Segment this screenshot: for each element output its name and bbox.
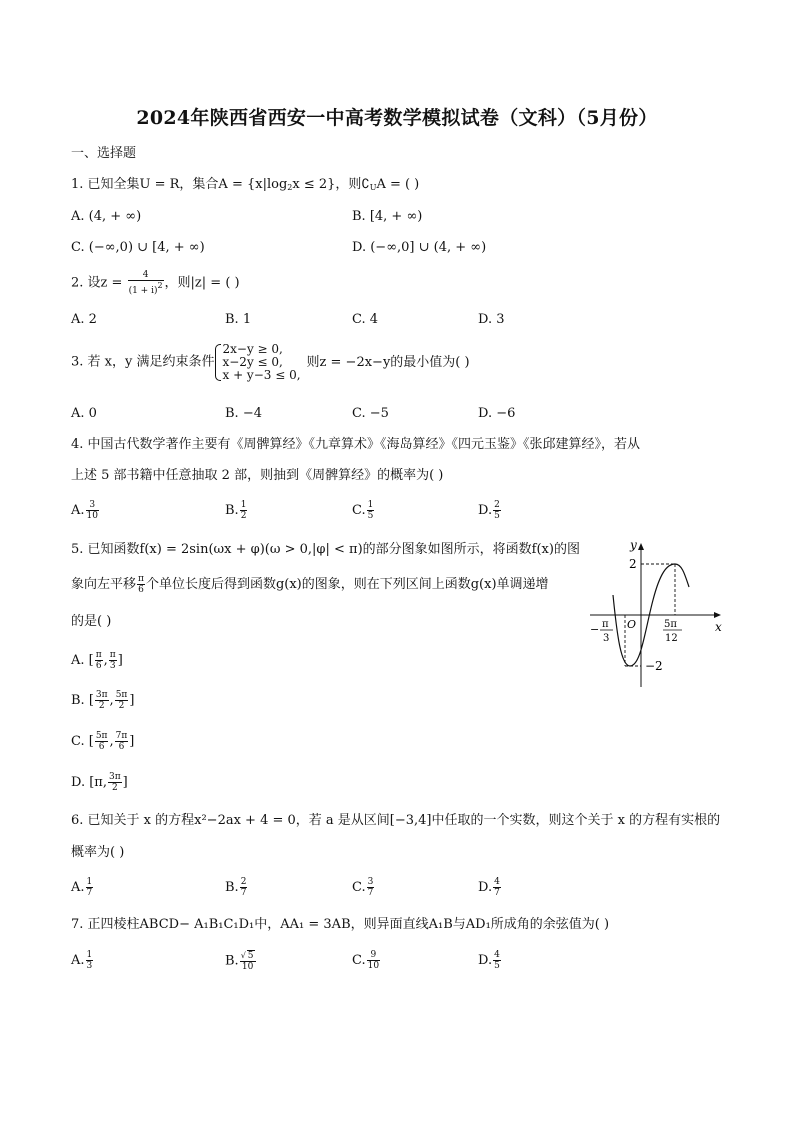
x-right-num: 5π [664, 619, 677, 630]
q4-option-d[interactable]: D. $\frac{2}{5}$ [478, 500, 500, 521]
q7-option-d[interactable]: D. $\frac{4}{5}$ [478, 950, 500, 971]
q4-stem-line2: 上述 5 部书籍中任意抽取 2 部，则抽到《周髀算经》的概率为( ) [71, 468, 444, 483]
y-axis-label: y [630, 538, 637, 552]
q4-option-c[interactable]: C. $\frac{1}{5}$ [352, 500, 374, 521]
x-right-den: 12 [665, 633, 678, 644]
x-axis-arrow-icon [714, 612, 721, 618]
y-max-label: 2 [629, 557, 637, 571]
q7-stem: 7. 正四棱柱ABCD− A₁B₁C₁D₁中，AA₁ = 3AB，则异面直线A₁B与AD₁所成角的余弦值为( ) [71, 917, 610, 932]
q3-option-c[interactable]: C. −5 [352, 406, 389, 421]
q1-option-a[interactable]: A. (4, + ∞) [71, 209, 142, 224]
q4-option-a[interactable]: A. $\frac{3}{10}$ [71, 500, 98, 521]
q6-stem-line1: 6. 已知关于 x 的方程x²−2ax + 4 = 0，若 a 是从区间[−3,4]中任取的一个实数，则这个关于 x 的方程有实根的 [71, 813, 721, 828]
q1-option-d[interactable]: D. (−∞,0] ∪ (4, + ∞) [352, 240, 487, 255]
q6-option-a[interactable]: A. $\frac{1}{7}$ [71, 877, 93, 898]
q3-stem: 3. 若 x，y 满足约束条件 2x−y ≥ 0, x−2y ≤ 0, x + y−3 ≤ 0, 则z = −2x−y的最小值为( ) [71, 342, 470, 382]
x-axis-label: x [715, 620, 722, 634]
q2-option-c[interactable]: C. 4 [352, 312, 379, 327]
q2-option-d[interactable]: D. 3 [478, 312, 505, 327]
q3-option-b[interactable]: B. −4 [225, 406, 262, 421]
x-left-sign: − [590, 623, 600, 636]
section-heading: 一、选择题 [71, 146, 137, 161]
q5-stem-line1: 5. 已知函数f(x) = 2sin(ωx + φ)(ω > 0,|φ| < π)的部分图象如图所示，将函数f(x)的图 [71, 542, 580, 557]
q6-option-b[interactable]: B. $\frac{2}{7}$ [225, 877, 247, 898]
q1-stem: 1. 已知全集U = R，集合$A = \{x|\log_2x \le 2\}$，则$∁_UA$ = ( ) [71, 177, 420, 192]
page-title: 2024年陕西省西安一中高考数学模拟试卷（文科）（5月份） [136, 107, 658, 129]
q3-option-d[interactable]: D. −6 [478, 406, 516, 421]
q7-option-a[interactable]: A. $\frac{1}{3}$ [71, 950, 93, 971]
q3-option-a[interactable]: A. 0 [71, 406, 97, 421]
y-axis-arrow-icon [638, 543, 644, 550]
q1-option-c[interactable]: C. (−∞,0) ∪ [4, + ∞) [71, 240, 205, 255]
q5-stem-line3: 的是( ) [71, 614, 112, 629]
origin-label: O [627, 618, 637, 631]
sine-graph-figure [585, 535, 730, 695]
q5-option-c[interactable]: C. [ $\frac{5\pi}{6}$ , $\frac{7\pi}{6}$ ] [71, 731, 135, 752]
q6-option-d[interactable]: D. $\frac{4}{7}$ [478, 877, 500, 898]
q7-option-c[interactable]: C. $\frac{9}{10}$ [352, 950, 380, 971]
y-min-label: −2 [645, 659, 663, 673]
q2-option-a[interactable]: A. 2 [71, 312, 97, 327]
constraint-system: 2x−y ≥ 0, x−2y ≤ 0, x + y−3 ≤ 0, [214, 343, 300, 382]
q4-option-b[interactable]: B. $\frac{1}{2}$ [225, 500, 247, 521]
q4-stem-line1: 4. 中国古代数学著作主要有《周髀算经》《九章算术》《海岛算经》《四元玉鉴》《张邱建算经》，若从 [71, 437, 641, 452]
x-left-num: π [602, 619, 609, 630]
q6-stem-line2: 概率为( ) [71, 845, 125, 860]
q2-option-b[interactable]: B. 1 [225, 312, 252, 327]
q1-option-b[interactable]: B. [4, + ∞) [352, 209, 423, 224]
q5-option-d[interactable]: D. [π, $\frac{3\pi}{2}$ ] [71, 772, 128, 793]
q5-stem-line2: 象向左平移 $\frac{\pi}{6}$ 个单位长度后得到函数g(x)的图象，则在下列区间上函数g(x)单调递增 [71, 574, 549, 595]
q2-stem: 2. 设z = $\frac{4}{(1 + i)2}$ ，则|z| = ( ) [71, 270, 240, 296]
q6-option-c[interactable]: C. $\frac{3}{7}$ [352, 877, 374, 898]
q5-option-a[interactable]: A. [ $\frac{\pi}{6}$ , $\frac{\pi}{3}$ ] [71, 650, 123, 671]
q7-option-b[interactable]: B. $\frac{√ 5}{10}$ [225, 951, 254, 972]
x-left-den: 3 [603, 633, 610, 644]
q5-option-b[interactable]: B. [ $\frac{3\pi}{2}$ , $\frac{5\pi}{2}$ ] [71, 690, 135, 711]
